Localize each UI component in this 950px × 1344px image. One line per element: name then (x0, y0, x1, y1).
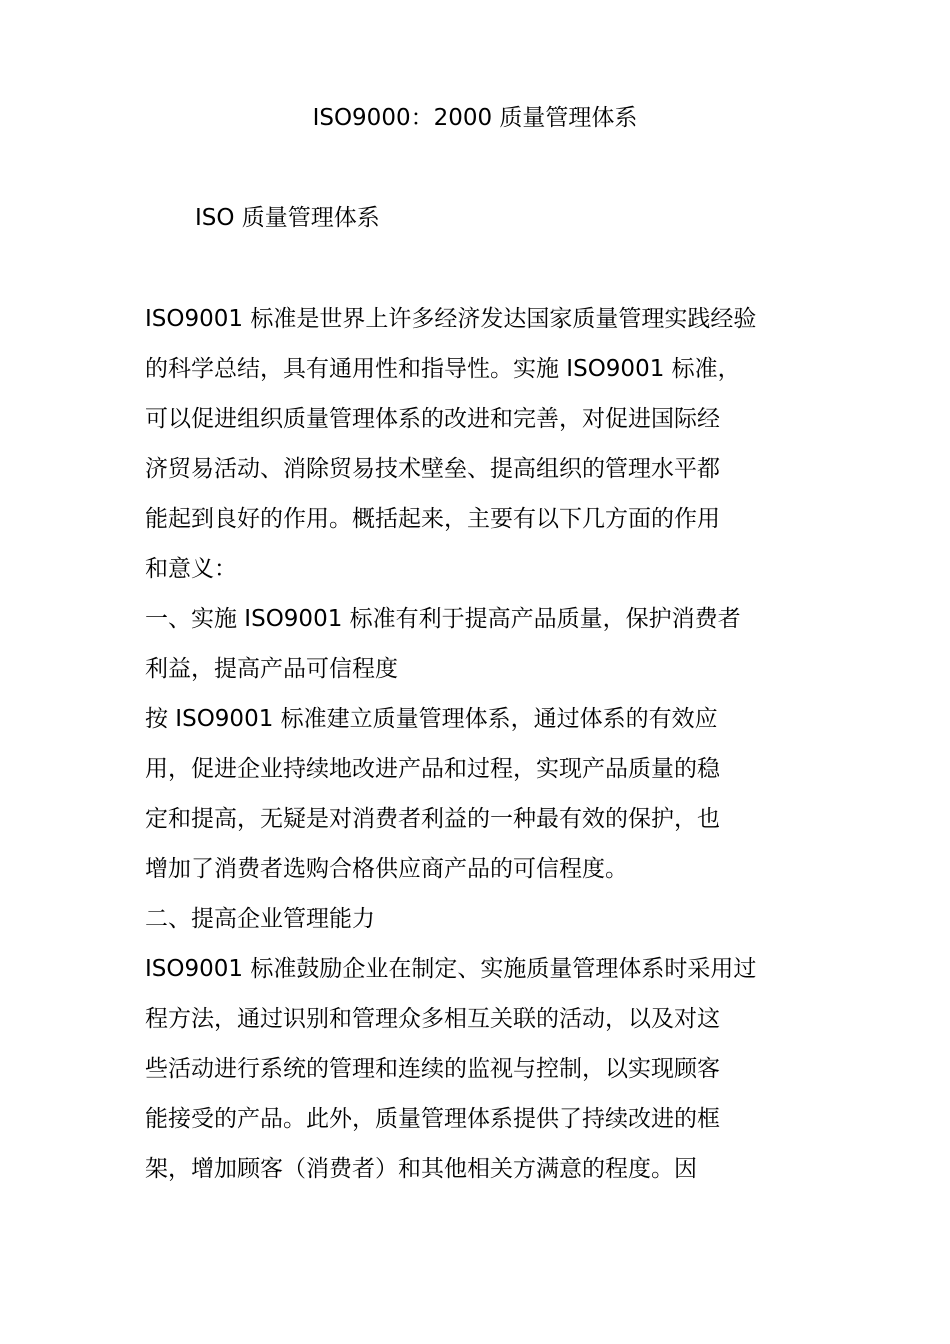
text-line: ISO9001 标准鼓励企业在制定、实施质量管理体系时采用过 (145, 956, 757, 982)
text-line: 济贸易活动、消除贸易技术壁垒、提高组织的管理水平都 (145, 456, 720, 482)
document-subtitle: ISO 质量管理体系 (195, 205, 380, 231)
section-heading-line: 一、实施 ISO9001 标准有利于提高产品质量，保护消费者 (145, 606, 741, 632)
text-line: 些活动进行系统的管理和连续的监视与控制，以实现顾客 (145, 1056, 720, 1082)
document-body (145, 302, 810, 1202)
text-line: 和意义： (145, 556, 237, 582)
text-line: 能起到良好的作用。概括起来，主要有以下几方面的作用 (145, 506, 720, 532)
text-line: 架，增加顾客（消费者）和其他相关方满意的程度。因 (145, 1156, 697, 1182)
text-line: 用，促进企业持续地改进产品和过程，实现产品质量的稳 (145, 756, 720, 782)
section-heading-line: 利益，提高产品可信程度 (145, 656, 398, 682)
text-line: 可以促进组织质量管理体系的改进和完善，对促进国际经 (145, 406, 720, 432)
text-line: 能接受的产品。此外，质量管理体系提供了持续改进的框 (145, 1106, 720, 1132)
document-title: ISO9000：2000 质量管理体系 (312, 105, 638, 131)
text-line: 的科学总结，具有通用性和指导性。实施 ISO9001 标准， (145, 356, 741, 382)
section-heading-line: 二、提高企业管理能力 (145, 906, 375, 932)
text-line: ISO9001 标准是世界上许多经济发达国家质量管理实践经验 (145, 306, 757, 332)
text-line: 增加了消费者选购合格供应商产品的可信程度。 (145, 856, 628, 882)
text-line: 按 ISO9001 标准建立质量管理体系，通过体系的有效应 (145, 706, 718, 732)
text-line: 定和提高，无疑是对消费者利益的一种最有效的保护，也 (145, 806, 720, 832)
text-line: 程方法，通过识别和管理众多相互关联的活动，以及对这 (145, 1006, 720, 1032)
